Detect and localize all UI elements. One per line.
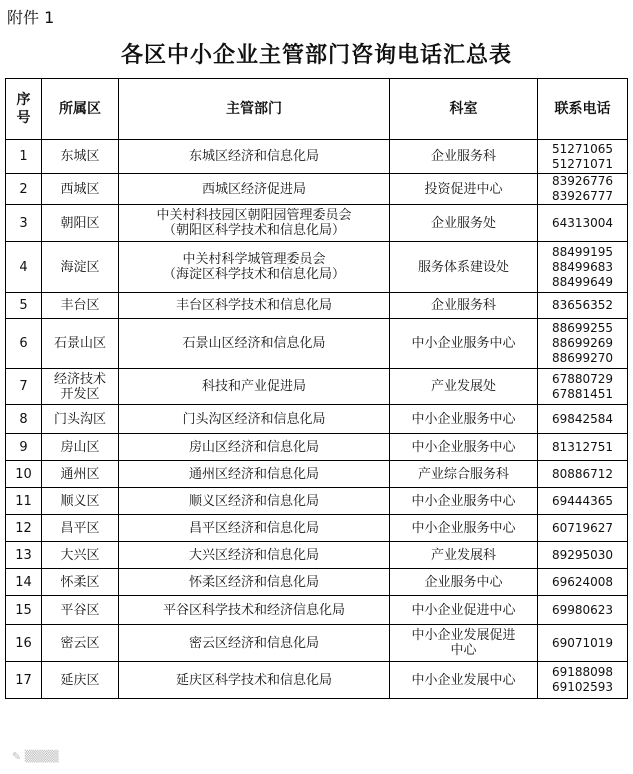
cell-office [390,542,538,569]
cell-district-line: 开发区 [60,386,100,402]
table-row [6,140,628,174]
cell-seq: 15 [6,596,42,625]
contact-table [5,78,628,699]
cell-department [119,662,390,699]
cell-phone-line: 67880729 [551,371,614,386]
watermark: ✎ ▒▒▒▒ [12,750,59,763]
cell-phone [538,515,628,542]
cell-seq: 2 [6,174,42,205]
cell-office [390,293,538,319]
cell-district-line: 门头沟区 [53,411,106,427]
cell-department [119,242,390,293]
cell-phone-line: 83926777 [551,189,614,203]
cell-phone-line: 88499683 [551,259,614,274]
table-row [6,461,628,488]
cell-department-line: 密云区经济和信息化局 [188,635,319,651]
cell-office-line: 投资促进中心 [424,181,503,197]
cell-department [119,596,390,625]
cell-office-line: 中小企业服务中心 [411,493,516,509]
cell-district-line: 大兴区 [60,547,100,563]
cell-district [42,625,119,662]
cell-seq: 9 [6,434,42,461]
table-row [6,293,628,319]
cell-office [390,205,538,242]
cell-department [119,569,390,596]
table-row [6,405,628,434]
cell-office [390,662,538,699]
cell-phone-line: 69980623 [551,602,614,617]
cell-office-line: 企业服务中心 [424,574,503,590]
cell-department-line: 中关村科学城管理委员会 [182,252,326,267]
page-title: 各区中小企业主管部门咨询电话汇总表 [120,43,512,68]
cell-phone [538,569,628,596]
cell-office-line: 企业服务科 [430,298,496,313]
cell-phone-line: 67881451 [551,386,614,401]
cell-district-line: 平谷区 [60,602,100,618]
cell-district [42,434,119,461]
header-seq-line: 序 [16,92,31,108]
cell-office-line: 产业发展科 [430,547,496,563]
table-row [6,662,628,699]
cell-office [390,174,538,205]
cell-phone-line: 64313004 [551,215,614,230]
cell-department [119,174,390,205]
table-row [6,625,628,662]
cell-office-line: 产业综合服务科 [417,466,509,482]
cell-department [119,461,390,488]
header-seq [6,79,42,140]
table-row [6,434,628,461]
cell-department-line: 顺义区经济和信息化局 [188,493,319,509]
cell-department-line: 东城区经济和信息化局 [188,149,319,164]
cell-phone [538,596,628,625]
cell-phone [538,405,628,434]
cell-office-line: 中小企业发展中心 [411,672,516,688]
cell-phone-line: 88699255 [551,321,614,335]
cell-office [390,596,538,625]
table-row [6,242,628,293]
table-row [6,205,628,242]
cell-department-line: （海淀区科学技术和信息化局） [162,267,345,282]
cell-phone [538,625,628,662]
cell-office-line: 企业服务科 [430,149,496,164]
cell-office-line: 中心 [450,643,477,658]
cell-department [119,369,390,405]
cell-department [119,205,390,242]
cell-phone [538,434,628,461]
cell-department-line: 门头沟区经济和信息化局 [182,411,326,427]
cell-district [42,205,119,242]
table-row [6,569,628,596]
cell-district [42,662,119,699]
cell-department-line: （朝阳区科学技术和信息化局） [162,223,345,238]
cell-phone [538,542,628,569]
cell-phone [538,242,628,293]
cell-phone [538,662,628,699]
cell-district-line: 东城区 [60,149,100,164]
cell-phone-line: 69102593 [551,680,614,694]
cell-district-line: 房山区 [60,439,100,455]
cell-office-line: 服务体系建设处 [417,259,509,275]
cell-district-line: 西城区 [60,181,100,197]
cell-office [390,488,538,515]
cell-department [119,542,390,569]
cell-phone-line: 51271065 [551,141,614,156]
header-phone: 联系电话 [538,79,628,140]
cell-district-line: 海淀区 [60,259,100,275]
cell-phone-line: 83656352 [551,298,614,312]
cell-department-line: 通州区经济和信息化局 [188,466,319,482]
table-row [6,596,628,625]
header-seq-line: 号 [16,110,31,126]
cell-seq: 11 [6,488,42,515]
cell-department [119,140,390,174]
cell-district [42,319,119,369]
cell-district-line: 通州区 [60,466,100,482]
header-district: 所属区 [42,79,119,140]
cell-district [42,174,119,205]
cell-seq: 7 [6,369,42,405]
cell-department [119,515,390,542]
table-row [6,515,628,542]
cell-department-line: 延庆区科学技术和信息化局 [175,672,332,688]
table-row [6,542,628,569]
cell-district [42,569,119,596]
cell-district-line: 密云区 [60,635,100,651]
cell-department-line: 平谷区科学技术和经济信息化局 [162,602,345,618]
cell-phone [538,369,628,405]
cell-department-line: 昌平区经济和信息化局 [188,520,319,536]
cell-office-line: 中小企业发展促进 [411,628,516,643]
table-row [6,488,628,515]
cell-district [42,596,119,625]
cell-department [119,405,390,434]
cell-office [390,405,538,434]
cell-phone-line: 69071019 [551,635,614,650]
cell-district-line: 延庆区 [60,672,100,688]
cell-office [390,569,538,596]
cell-office [390,242,538,293]
cell-phone-line: 69188098 [551,665,614,679]
cell-office-line: 企业服务处 [430,215,496,231]
cell-department-line: 丰台区科学技术和信息化局 [175,298,332,313]
cell-district [42,542,119,569]
cell-district-line: 朝阳区 [60,215,100,231]
cell-district [42,242,119,293]
cell-seq: 8 [6,405,42,434]
cell-office [390,319,538,369]
cell-district-line: 丰台区 [60,298,100,313]
cell-department [119,488,390,515]
cell-phone-line: 69842584 [551,411,614,426]
header-office: 科室 [390,79,538,140]
cell-office [390,140,538,174]
cell-phone [538,319,628,369]
cell-seq: 3 [6,205,42,242]
cell-district [42,369,119,405]
header-department: 主管部门 [119,79,390,140]
cell-phone-line: 81312751 [551,439,614,454]
cell-seq: 5 [6,293,42,319]
cell-district [42,293,119,319]
cell-seq: 13 [6,542,42,569]
cell-district-line: 经济技术 [53,371,106,387]
cell-seq: 1 [6,140,42,174]
cell-district [42,140,119,174]
cell-phone [538,293,628,319]
cell-office-line: 中小企业服务中心 [411,439,516,455]
cell-district [42,515,119,542]
cell-seq: 12 [6,515,42,542]
cell-office-line: 中小企业服务中心 [411,520,516,536]
cell-phone-line: 69624008 [551,574,614,589]
cell-department [119,625,390,662]
cell-office [390,515,538,542]
cell-phone [538,140,628,174]
cell-department [119,293,390,319]
cell-seq: 14 [6,569,42,596]
cell-district [42,405,119,434]
cell-office-line: 中小企业服务中心 [411,411,516,427]
cell-phone-line: 51271071 [551,156,614,171]
cell-office-line: 产业发展处 [430,379,496,394]
cell-department-line: 科技和产业促进局 [201,379,306,394]
cell-office [390,434,538,461]
cell-phone-line: 80886712 [551,466,614,481]
cell-phone-line: 88499649 [551,274,614,289]
cell-department [119,319,390,369]
cell-department [119,434,390,461]
cell-district-line: 石景山区 [53,336,106,351]
cell-seq: 4 [6,242,42,293]
cell-seq: 6 [6,319,42,369]
cell-office-line: 中小企业促进中心 [411,602,516,618]
cell-district-line: 顺义区 [60,493,100,509]
cell-phone-line: 88499195 [551,244,614,259]
cell-phone-line: 83926776 [551,174,614,188]
cell-office [390,625,538,662]
cell-seq: 10 [6,461,42,488]
cell-phone [538,488,628,515]
cell-department-line: 中关村科技园区朝阳园管理委员会 [156,208,352,223]
cell-department-line: 房山区经济和信息化局 [188,439,319,455]
table-row [6,174,628,205]
table-row [6,319,628,369]
cell-office [390,461,538,488]
cell-phone [538,461,628,488]
header-row [6,79,628,140]
cell-district [42,461,119,488]
cell-department-line: 石景山区经济和信息化局 [182,336,326,351]
cell-phone-line: 89295030 [551,547,614,562]
cell-office-line: 中小企业服务中心 [411,336,516,351]
cell-district [42,488,119,515]
cell-phone-line: 88699269 [551,336,614,350]
cell-department-line: 西城区经济促进局 [201,181,306,197]
table-row [6,369,628,405]
cell-seq: 17 [6,662,42,699]
cell-phone [538,205,628,242]
cell-phone-line: 60719627 [551,520,614,535]
cell-department-line: 怀柔区经济和信息化局 [188,574,319,590]
cell-phone-line: 69444365 [551,493,614,508]
cell-district-line: 怀柔区 [60,574,100,590]
cell-phone-line: 88699270 [551,351,614,365]
cell-office [390,369,538,405]
cell-department-line: 大兴区经济和信息化局 [188,547,319,563]
cell-district-line: 昌平区 [60,520,100,536]
table-body [6,140,628,699]
attachment-label: 附件 1 [7,8,55,27]
cell-seq: 16 [6,625,42,662]
cell-phone [538,174,628,205]
